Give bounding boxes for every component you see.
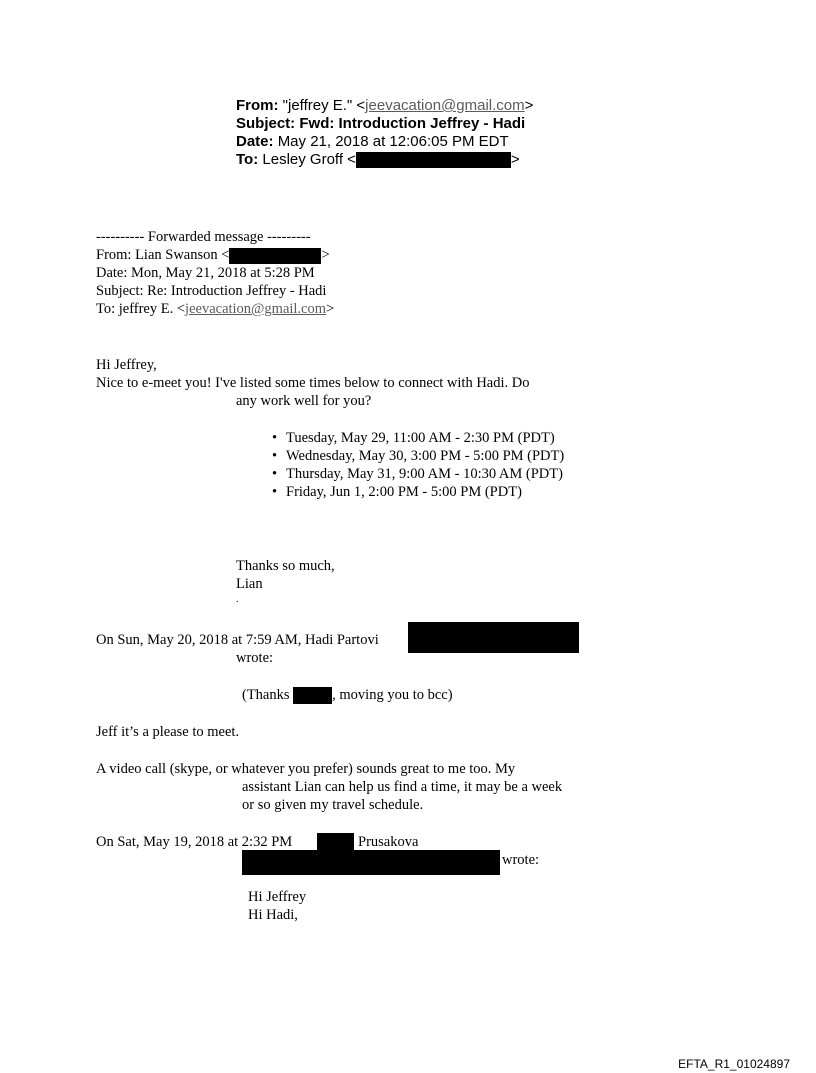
from-close: >: [524, 97, 534, 114]
subject-label: Subject:: [236, 115, 296, 132]
header-from: [236, 97, 533, 115]
thanks-bcc-line: [242, 686, 453, 704]
redaction-block: [242, 850, 500, 875]
email-header: [236, 97, 533, 169]
thanks-close: , moving you to bcc): [332, 687, 453, 703]
date-label: Date:: [236, 133, 274, 150]
forwarded-from-text: From: Lian Swanson <: [96, 247, 230, 263]
thanks-open: (Thanks: [242, 687, 294, 703]
reply-line-1: Nice to e-meet you! I've listed some times below to connect with Hadi. Do: [96, 375, 530, 391]
header-date: [236, 133, 533, 151]
forwarded-from: [96, 246, 334, 264]
prusakova-intro-a: On Sat, May 19, 2018 at 2:32 PM: [96, 834, 293, 850]
reply-line-2: any work well for you?: [236, 393, 372, 409]
forwarded-to-email-link[interactable]: jeevacation@gmail.com: [185, 301, 327, 317]
signature: Lian: [236, 576, 263, 592]
prusakova-intro: [96, 833, 292, 851]
time-slot: • Tuesday, May 29, 11:00 AM - 2:30 PM (PDT): [272, 429, 606, 447]
from-label: From:: [236, 97, 279, 114]
header-subject: [236, 115, 533, 133]
forwarded-to-close: >: [326, 301, 335, 317]
video-line-2: assistant Lian can help us find a time, it may be a week: [242, 779, 563, 795]
forwarded-subject: Subject: Re: Introduction Jeffrey - Hadi: [96, 283, 327, 299]
to-close: >: [510, 151, 520, 168]
forwarded-divider: ---------- Forwarded message ---------: [96, 229, 311, 245]
bates-number: EFTA_R1_01024897: [678, 1057, 790, 1071]
forwarded-header: [96, 228, 334, 318]
time-slot: • Wednesday, May 30, 3:00 PM - 5:00 PM (PDT): [272, 447, 576, 465]
video-line-3: or so given my travel schedule.: [242, 797, 424, 813]
redaction-block: [293, 687, 332, 704]
redaction-block: [408, 622, 579, 653]
forwarded-to: [96, 300, 334, 318]
hadi-wrote: wrote:: [236, 650, 274, 666]
hadi-quote-intro: [96, 631, 379, 649]
from-name: "jeffrey E." <: [282, 97, 366, 114]
stray-dot: .: [236, 594, 239, 605]
forwarded-date: Date: Mon, May 21, 2018 at 5:28 PM: [96, 265, 315, 281]
prusakova-name: Prusakova: [358, 834, 419, 850]
redaction-block: [229, 248, 321, 264]
time-slot: • Thursday, May 31, 9:00 AM - 10:30 AM (PDT): [272, 465, 576, 483]
hadi-intro-text: On Sun, May 20, 2018 at 7:59 AM, Hadi Partovi: [96, 632, 379, 648]
date-text: May 21, 2018 at 12:06:05 PM EDT: [277, 133, 509, 150]
hi-hadi: Hi Hadi,: [248, 907, 298, 923]
video-line-1: A video call (skype, or whatever you prefer) sounds great to me too. My: [96, 761, 516, 777]
time-slot-list: [272, 429, 606, 501]
from-email-link[interactable]: jeevacation@gmail.com: [365, 97, 525, 114]
forwarded-to-text: To: jeffrey E. <: [96, 301, 186, 317]
redaction-block: [356, 152, 511, 168]
to-name: Lesley Groff <: [262, 151, 356, 168]
subject-text: Fwd: Introduction Jeffrey - Hadi: [299, 115, 526, 132]
hi-jeffrey: Hi Jeffrey: [248, 889, 307, 905]
meet-line: Jeff it’s a please to meet.: [96, 724, 240, 740]
to-label: To:: [236, 151, 259, 168]
time-slot: • Friday, Jun 1, 2:00 PM - 5:00 PM (PDT): [272, 483, 606, 501]
redaction-block: [317, 833, 354, 850]
forwarded-from-close: >: [321, 247, 330, 263]
closing-thanks: Thanks so much,: [236, 558, 335, 574]
greeting: Hi Jeffrey,: [96, 357, 157, 373]
prusakova-wrote: wrote:: [502, 852, 540, 868]
header-to: [236, 151, 533, 169]
